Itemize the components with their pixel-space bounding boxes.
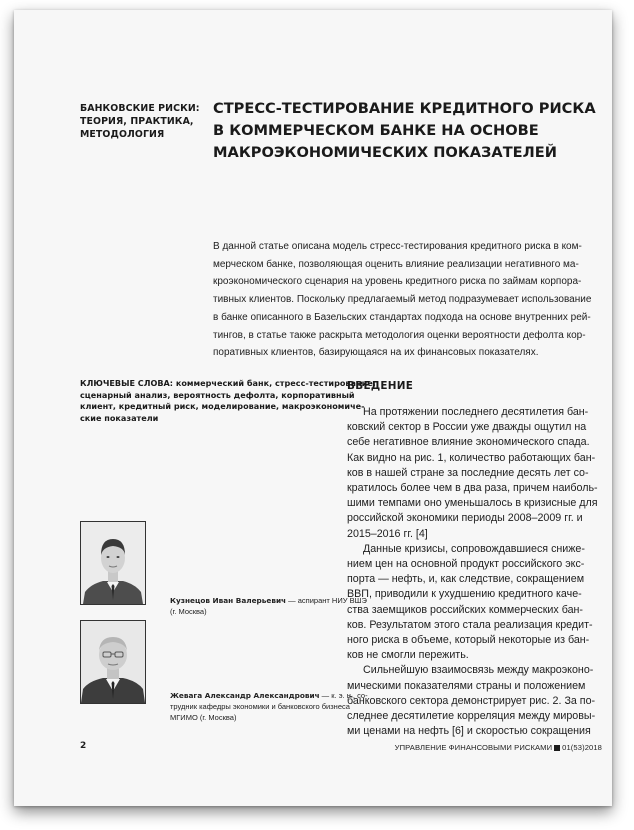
keywords-line: сценарный анализ, вероятность дефолта, корпоративный (80, 389, 355, 400)
body-line: ного риска в объеме, который некоторые из бан- (347, 634, 590, 647)
keywords-line: клиент, кредитный риск, моделирование, макроэкономиче- (80, 401, 365, 411)
abstract-line: В данной статье описана модель стресс-тестирования кредитного риска в ком- (213, 241, 582, 252)
author-affiliation-line: (г. Москва) (170, 607, 207, 616)
author-photo-kuznetsov (80, 521, 146, 605)
journal-page (14, 10, 612, 806)
keywords-line: КЛЮЧЕВЫЕ СЛОВА: коммерческий банк, стресс-тестирование, (80, 378, 376, 388)
running-head (380, 743, 602, 752)
issue-number: 01(53)2018 (562, 743, 602, 752)
body-line: кратилось более чем в два раза, причем наиболь- (347, 482, 598, 495)
rubric-line: МЕТОДОЛОГИЯ (80, 129, 165, 140)
portrait-kuznetsov (81, 522, 145, 604)
abstract-line: мерческом банке, позволяющая оценить влияние реализации негативного ма- (213, 258, 579, 270)
body-line: ВВП, приводили к ухудшению кредитного каче- (347, 588, 582, 601)
title-line: СТРЕСС-ТЕСТИРОВАНИЕ КРЕДИТНОГО РИСКА (213, 100, 596, 117)
article-title (213, 98, 603, 164)
rubric-line: БАНКОВСКИЕ РИСКИ: (80, 103, 200, 114)
journal-name: УПРАВЛЕНИЕ ФИНАНСОВЫМИ РИСКАМИ (394, 743, 553, 752)
intro-heading: ВВЕДЕНИЕ (347, 380, 414, 392)
section-rubric (80, 102, 200, 141)
page-number: 2 (80, 741, 87, 751)
title-line: МАКРОЭКОНОМИЧЕСКИХ ПОКАЗАТЕЛЕЙ (213, 144, 557, 161)
author-affiliation-line: МГИМО (г. Москва) (170, 713, 237, 722)
body-line: Как видно на рис. 1, количество работающих бан- (347, 451, 596, 464)
body-line: ми ценами на нефть [6] и скоростью сокращения (347, 725, 591, 738)
keywords-line: ские показатели (80, 412, 159, 423)
title-line: В КОММЕРЧЕСКОМ БАНКЕ НА ОСНОВЕ (213, 122, 539, 139)
body-line: ков. Результатом этого стала реализация кредит- (347, 618, 593, 631)
abstract-line: в банке описанного в Базельских стандартах подхода на основе внутренних рей- (213, 311, 591, 323)
body-line: мическими показателями страны и положением (347, 679, 586, 692)
body-line: себе негативное влияние экономического спада. (347, 436, 590, 449)
body-line: ковский сектор в России уже дважды ощутил на (347, 421, 587, 434)
body-line: банковского сектора демонстрирует рис. 2. За по- (347, 694, 596, 707)
abstract (213, 238, 593, 362)
body-line: Данные кризисы, сопровождавшиеся сниже- (363, 542, 585, 555)
abstract-line: тивных клиентов. Поскольку предлагаемый метод подразумевает использование (213, 294, 592, 306)
body-line: На протяжении последнего десятилетия бан- (363, 406, 589, 418)
body-text (347, 405, 607, 739)
portrait-zhevaga (81, 621, 145, 703)
author-caption-kuznetsov (170, 595, 367, 617)
author-caption-zhevaga (170, 690, 368, 723)
square-bullet-icon (554, 745, 560, 751)
abstract-line: поративных клиентов, базирующаяся на их финансовых показателях. (213, 347, 539, 359)
author-affiliation-line: трудник кафедры экономики и банковского бизнеса (170, 702, 350, 711)
body-line: 2015–2016 гг. [4] (347, 527, 428, 540)
body-line: ков в нашей стране за последние десять лет со- (347, 466, 589, 479)
rubric-line: ТЕОРИЯ, ПРАКТИКА, (80, 116, 194, 127)
body-line: Сильнейшую взаимосвязь между макроэконо- (363, 664, 594, 677)
body-line: порта — нефть, и, как следствие, сокращением (347, 573, 585, 586)
body-line: ства заемщиков российских коммерческих бан- (347, 603, 583, 616)
body-line: российской экономики периоды 2008–2009 гг. и (347, 512, 583, 525)
author-affiliation: — аспирант НИУ ВШЭ (286, 596, 367, 605)
body-line: ков не смогли пережить. (347, 649, 469, 662)
abstract-line: тингов, в статье также раскрыта методология оценки вероятности дефолта кор- (213, 329, 586, 341)
author-photo-zhevaga (80, 620, 146, 704)
author-name: Кузнецов Иван Валерьевич (170, 596, 287, 605)
keywords (80, 378, 376, 424)
abstract-line: кроэкономического сценария на уровень кредитного риска по займам корпора- (213, 276, 582, 288)
author-affiliation: — к. э. н., со- (319, 691, 368, 700)
body-line: нием цен на основной продукт российского экс- (347, 558, 585, 571)
author-name: Жевага Александр Александрович (170, 691, 320, 700)
body-line: следнее десятилетие корреляция между мировы- (347, 710, 596, 723)
body-line: шими темпами оно уменьшалось в кризисные для (347, 497, 598, 510)
